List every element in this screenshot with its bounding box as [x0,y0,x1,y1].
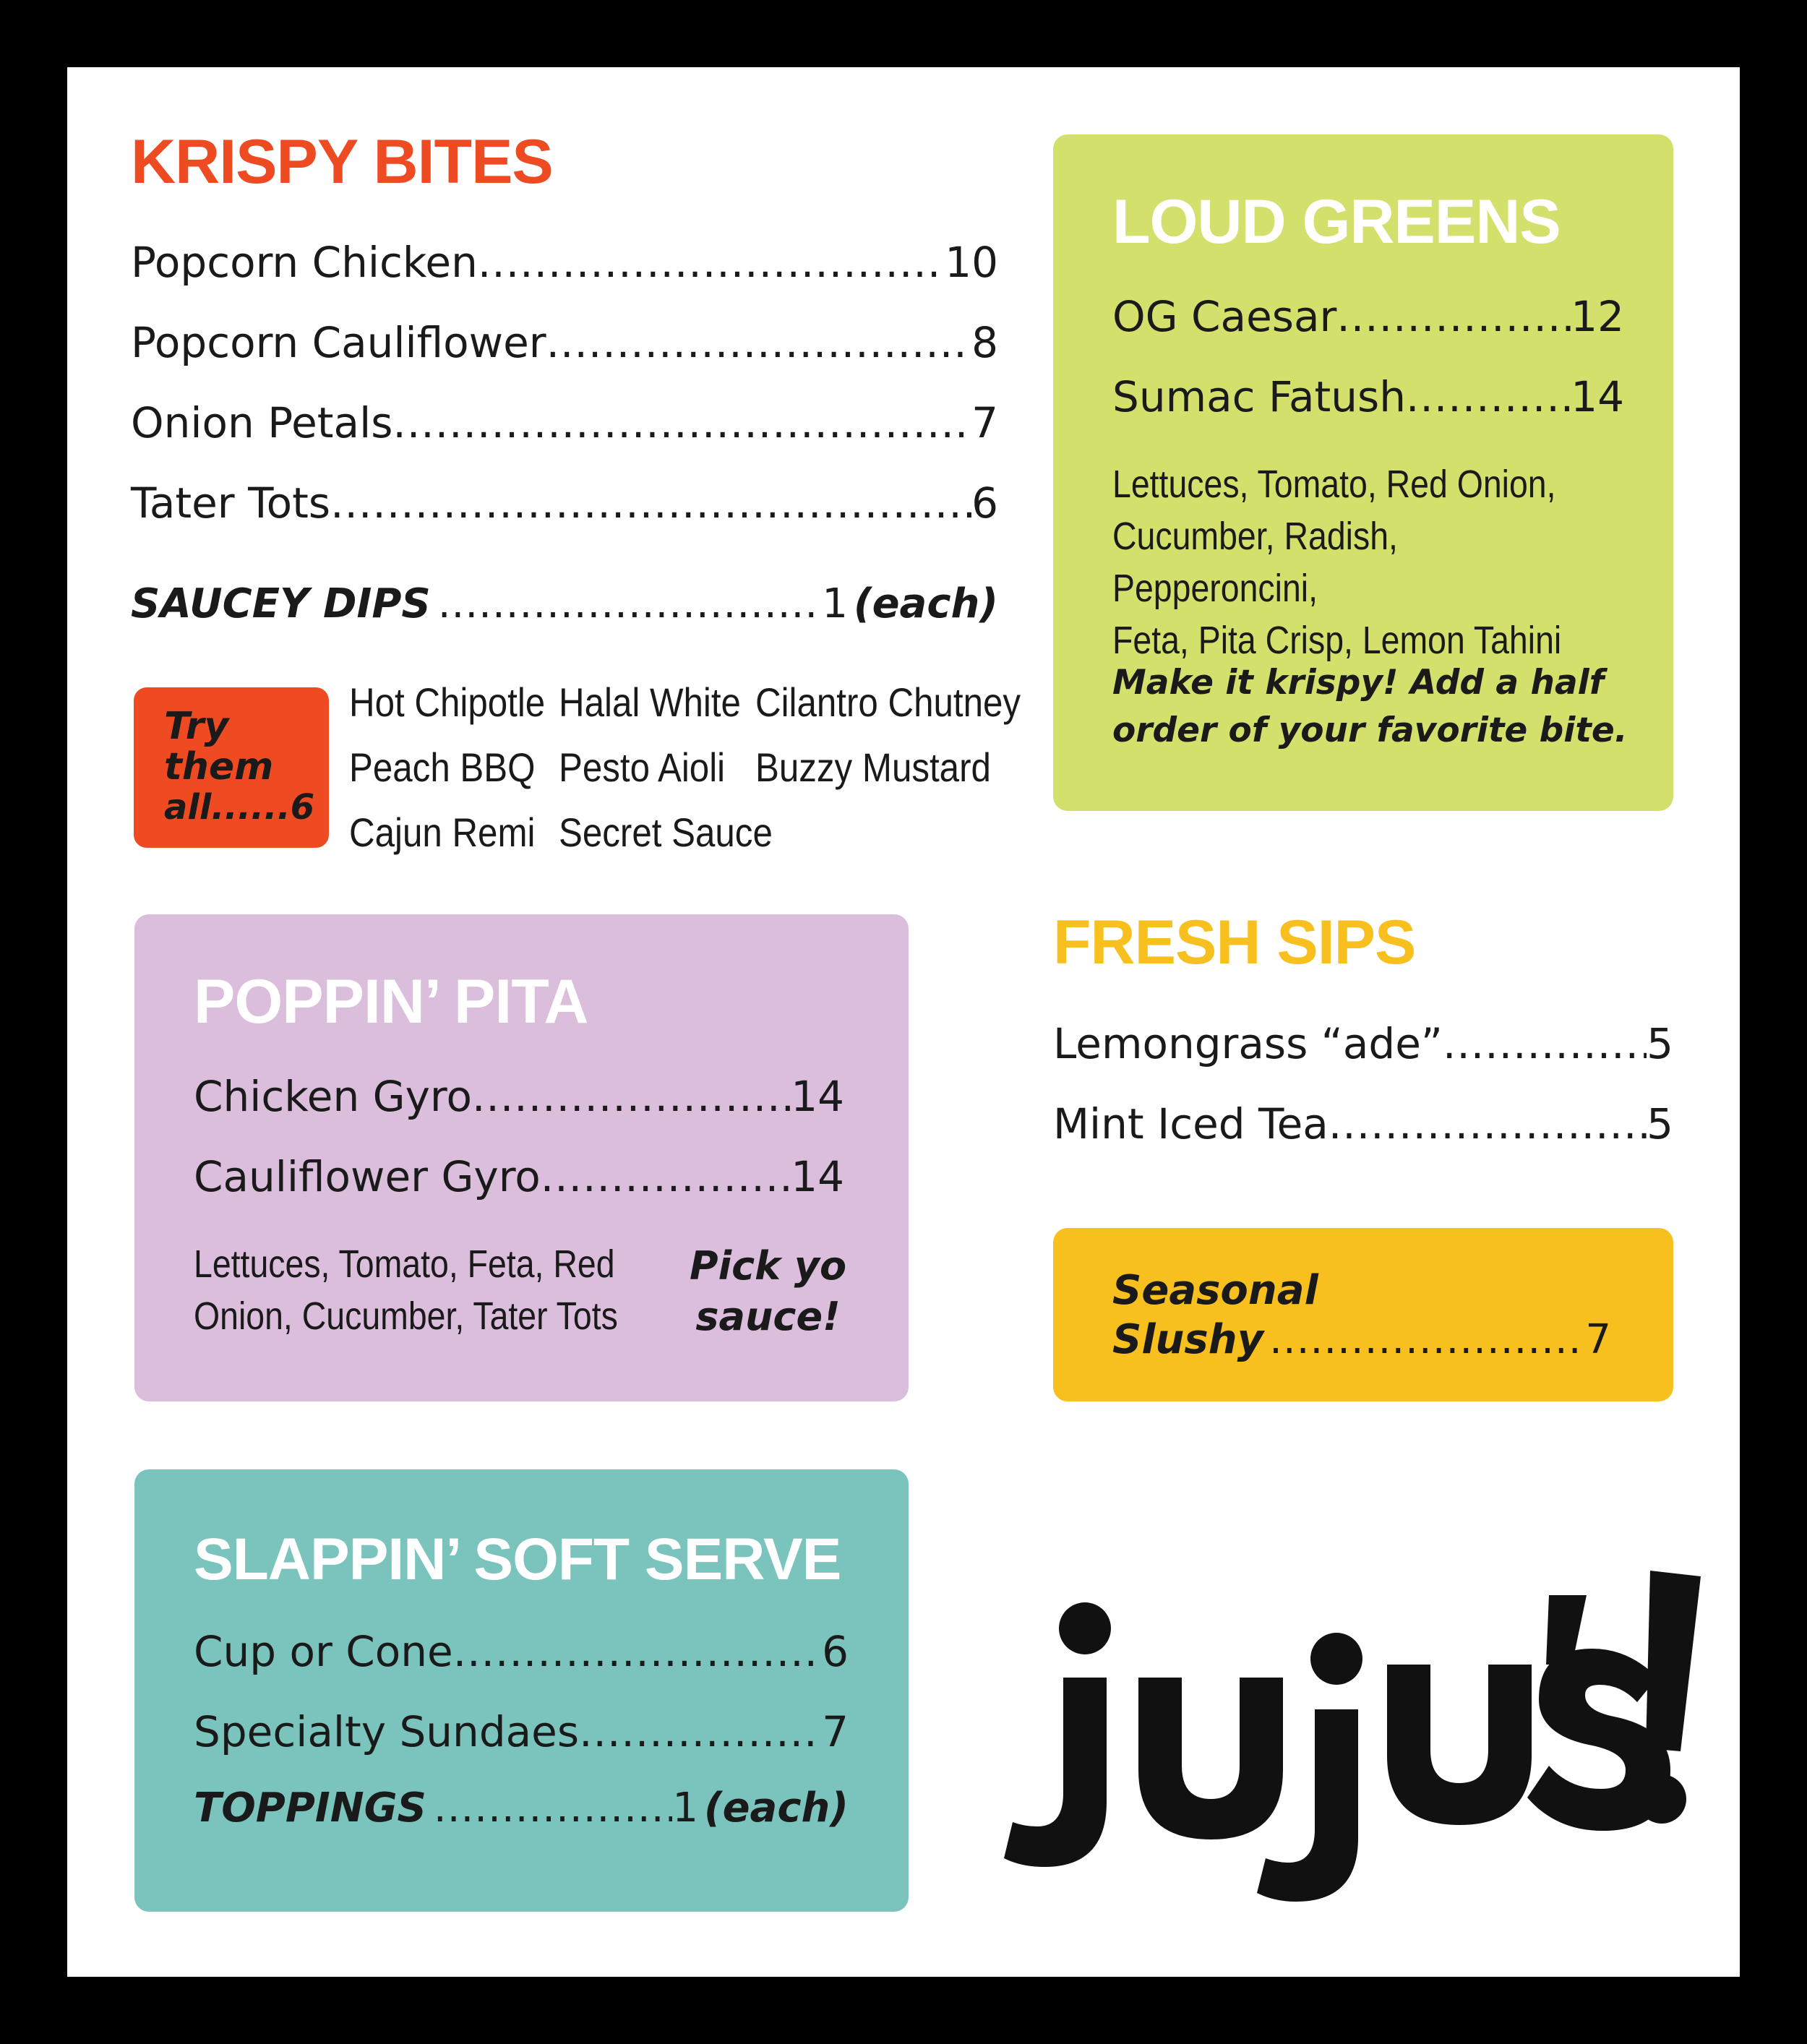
item-price: 6 [971,478,998,528]
leader-dots [434,1785,672,1832]
menu-item-sumac-fatush [1112,372,1624,421]
menu-item-lemongrass-ade [1053,1019,1673,1068]
soft-serve-panel [134,1469,909,1912]
loud-greens-title: LOUD GREENS [1112,187,1561,257]
menu-item-onion-petals [131,398,998,447]
item-name: Tater Tots [131,478,331,528]
jujus-logo [978,1556,1701,1932]
fresh-sips-title: FRESH SIPS [1053,908,1416,977]
menu-item-toppings [194,1785,849,1832]
loud-greens-description [1112,458,1594,666]
try-them-all-badge [134,687,329,848]
leader-dots [392,398,971,447]
item-price: 1 [822,580,848,627]
note-line: Make it krispy! Add a half [1112,663,1605,703]
dip-option: Peach BBQ [349,744,536,790]
item-price: 14 [791,1072,844,1121]
item-price: 6 [822,1627,849,1676]
item-name: Popcorn Chicken [131,238,478,287]
poppin-pita-description [194,1238,618,1342]
item-note: (each) [703,1785,849,1832]
item-name: Specialty Sundaes [194,1707,580,1756]
item-name: Mint Iced Tea [1053,1099,1329,1148]
description-line: Cucumber, Radish, Pepperoncini, [1112,515,1398,610]
item-price: 5 [1647,1019,1673,1068]
menu-item-cup-or-cone [194,1627,849,1676]
dip-option: Buzzy Mustard [755,744,991,790]
try-them-all-line2: them [164,745,274,789]
item-note: (each) [853,580,998,627]
item-name: Sumac Fatush [1112,372,1406,421]
menu-item-og-caesar [1112,292,1624,341]
note-line: Pick yo [690,1243,847,1289]
menu-item-popcorn-cauliflower [131,318,998,367]
item-price: 12 [1571,292,1624,341]
dip-option: Secret Sauce [559,810,773,855]
krispy-bites-title: KRISPY BITES [131,127,553,197]
loud-greens-panel [1053,134,1673,811]
dip-option: Pesto Aioli [559,744,726,790]
dip-option: Cilantro Chutney [755,679,1021,725]
description-line: Feta, Pita Crisp, Lemon Tahini [1112,619,1562,662]
leader-dots [472,1072,791,1121]
description-line: Lettuces, Tomato, Feta, Red [194,1242,615,1286]
item-name: Slushy [1112,1316,1264,1363]
menu-item-mint-iced-tea [1053,1099,1673,1148]
item-name: Lemongrass “ade” [1053,1019,1443,1068]
try-them-all-line3: all......6 [164,787,315,828]
poppin-pita-note [690,1241,846,1342]
description-line: Onion, Cucumber, Tater Tots [194,1294,618,1338]
menu-item-cauliflower-gyro [194,1152,844,1201]
slushy-line1: Seasonal [1112,1267,1318,1314]
try-them-all-line1: Try [164,705,229,748]
item-price: 7 [1585,1316,1611,1363]
menu-item-popcorn-chicken [131,238,998,287]
item-price: 14 [1571,372,1624,421]
dip-option: Hot Chipotle [349,679,546,725]
item-price: 14 [791,1152,844,1201]
item-name: Onion Petals [131,398,393,447]
description-line: Lettuces, Tomato, Red Onion, [1112,463,1556,506]
leader-dots [1406,372,1571,421]
logo-letter-u [1387,1665,1532,1825]
logo-dot [1059,1602,1111,1654]
item-price: 10 [945,238,998,287]
item-name: Chicken Gyro [194,1072,472,1121]
item-price: 8 [971,318,998,367]
item-price: 7 [971,398,998,447]
item-price: 7 [822,1707,849,1756]
item-name: Cup or Cone [194,1627,453,1676]
leader-dots [438,580,823,627]
note-line: order of your favorite bite. [1112,710,1628,750]
item-price: 5 [1647,1099,1673,1148]
item-name: Cauliflower Gyro [194,1152,541,1201]
poppin-pita-panel [134,914,909,1401]
menu-item-seasonal-slushy [1112,1316,1611,1363]
logo-letter-j [1004,1678,1107,1867]
menu-item-tater-tots [131,478,998,528]
logo-exclamation [1646,1571,1701,1751]
leader-dots [453,1627,822,1676]
leader-dots [330,478,971,528]
item-name: OG Caesar [1112,292,1337,341]
menu-item-saucey-dips [131,580,998,627]
item-name: Popcorn Cauliflower [131,318,546,367]
item-name: TOPPINGS [194,1785,426,1832]
menu-item-chicken-gyro [194,1072,844,1121]
leader-dots [579,1707,822,1756]
logo-letter-u [1138,1678,1283,1839]
leader-dots [1329,1099,1647,1148]
item-name: SAUCEY DIPS [131,580,431,627]
poppin-pita-title: POPPIN’ PITA [194,967,588,1036]
leader-dots [546,318,971,367]
logo-dot [1637,1774,1686,1824]
soft-serve-title: SLAPPIN’ SOFT SERVE [194,1526,841,1592]
dip-option: Cajun Remi [349,810,536,855]
leader-dots [541,1152,791,1201]
menu-item-specialty-sundaes [194,1707,849,1756]
note-line: sauce! [695,1294,841,1339]
leader-dots [1269,1316,1585,1363]
logo-dot [1310,1633,1362,1685]
leader-dots [478,238,945,287]
seasonal-slushy-panel [1053,1228,1673,1401]
menu-board [67,67,1740,1977]
item-price: 1 [672,1785,698,1832]
leader-dots [1443,1019,1647,1068]
leader-dots [1336,292,1571,341]
dip-option: Halal White [559,679,741,725]
loud-greens-note [1112,659,1628,755]
